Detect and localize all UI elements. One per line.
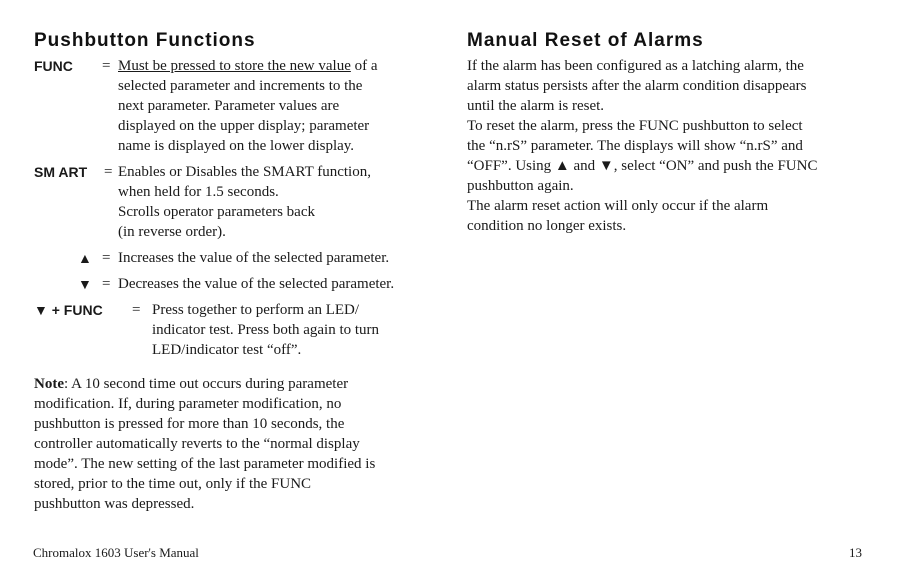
smart-key: SM ART [34,164,88,180]
down-func-equals: = [132,302,141,318]
left-column [34,30,444,514]
smart-equals: = [104,164,113,180]
func-description: Must be pressed to store the new value of a selected parameter and increments to the next parameter. Parameter values are displayed on the upper display; parameter name is displayed on the lower display. [118,58,378,154]
timeout-note: Note: A 10 second time out occurs during parameter modification. If, during parameter modification, no pushbutton is pressed for more than 10 seconds, the controller automatically reverts to the “normal display mode”. The new setting of the last parameter modified is stored, prior to the time out, only if the FUNC pushbutton was depressed. [34,376,376,512]
down-arrow-icon: ▼ [78,276,92,292]
func-entry [34,56,444,156]
note-label: Note [34,376,64,392]
up-equals: = [102,250,111,266]
right-column [467,30,867,236]
up-description: Increases the value of the selected parameter. [118,250,390,266]
down-description: Decreases the value of the selected parameter. [118,276,395,292]
manual-reset-heading: Manual Reset of Alarms [467,30,704,51]
smart-description: Enables or Disables the SMART function, when held for 1.5 seconds. Scrolls operator parameters back (in reverse order). [118,164,371,240]
up-arrow-icon: ▲ [78,250,92,266]
page-number: 13 [849,545,862,560]
func-underlined-text: Must be pressed to store the new value [118,58,351,74]
pushbutton-functions-heading: Pushbutton Functions [34,30,256,51]
manual-reset-paragraph: If the alarm has been configured as a latching alarm, the alarm status persists after the alarm condition disappears until the alarm is reset. To reset the alarm, press the FUNC pushbutton to select the “n.rS” parameter. The displays will show “n.rS” and “OFF”. Using ▲ and ▼, select “ON” and push the FUNC pushbutton again. The alarm reset action will only occur if the alarm condition no longer exists. [467,58,818,234]
down-equals: = [102,276,111,292]
func-equals: = [102,58,111,74]
pushbutton-list [34,56,444,514]
down-func-entry [34,300,444,360]
down-func-description: Press together to perform an LED/ indicator test. Press both again to turn LED/indicator test “off”. [152,302,380,358]
smart-entry [34,162,444,242]
func-key: FUNC [34,58,73,74]
down-func-key: ▼ + FUNC [34,302,103,318]
up-arrow-entry [34,248,444,268]
down-arrow-entry [34,274,444,294]
footer-manual-title: Chromalox 1603 User's Manual [33,545,199,560]
